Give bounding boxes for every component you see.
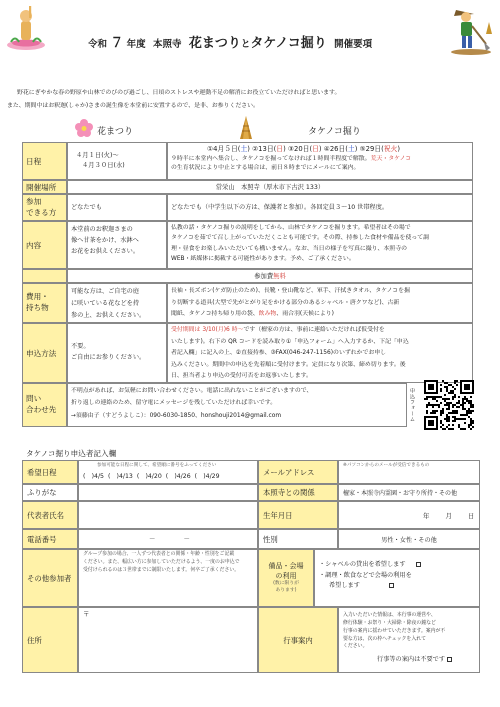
hana-date-cell [67, 142, 167, 180]
others-note-1: グループ参加の場合、一人ずつ代表者との関係・年齢・性別をご記載 [83, 551, 235, 557]
title-temple: 本照寺 [152, 39, 182, 50]
hana-items-cell [67, 283, 167, 323]
title-hanamatsuri: 花まつり [188, 36, 241, 51]
fee-label-spacer [22, 269, 67, 283]
take-items-line-1: 長袖・長ズボン(ケガ防止のため)、長靴・登山靴など、軍手、汗拭きタオル、タケノコを掘 [171, 288, 410, 294]
hana-date-end: ４月３０日(水) [82, 161, 125, 169]
fee-cell [67, 269, 473, 283]
email-note: ※パソコンからのメールが受信できるもの [343, 463, 430, 468]
hana-who-cell: どなたでも [67, 194, 167, 221]
flower-icon [74, 118, 94, 138]
hana-apply-line-2: ご自由にお参りください。 [71, 353, 146, 361]
column-header-takenoko: タケノコ掘り [308, 127, 361, 137]
take-date-cell [167, 142, 473, 180]
form-label-equip: 備品・会場 の利用 (数に限りが あります) [258, 549, 314, 607]
form-label-furigana: ふりがな [22, 484, 78, 501]
form-label-address: 住所 [22, 607, 78, 673]
venue-checkbox[interactable] [389, 583, 394, 588]
form-label-rep: 代表者氏名 [22, 501, 78, 529]
hope-option-1[interactable]: ( )4/5 [83, 473, 104, 480]
place-cell: 常栄山 本照寺（厚木市下古沢 133） [67, 180, 473, 194]
take-items-line-2: り切断する道具(大型で先がとがり足をかける部分のあるシャベル・唐クワなど)、古新 [171, 299, 400, 306]
form-email-field[interactable] [338, 460, 480, 484]
take-date-5: ⑤29日(祝火) [359, 145, 401, 153]
take-apply-line-5: 日、担当者より申込の受付可否をお返事いたします。 [171, 373, 312, 380]
hana-apply-cell [67, 323, 167, 383]
bamboo-shoot-icon [238, 115, 254, 141]
contact-cell [67, 383, 407, 427]
hana-items-line-2: に咲いている花などを持 [71, 300, 140, 308]
form-label-phone: 電話番号 [22, 529, 78, 549]
title-year-number: ７ [110, 36, 124, 51]
form-rep-field[interactable] [78, 501, 258, 529]
row-label-items: 費用・ 持ち物 [22, 283, 67, 323]
guide-note-3: 行事の案内に揺わせていただきます。案内が不 [343, 627, 446, 634]
form-hope-cell[interactable] [78, 460, 258, 484]
guide-optout-checkbox[interactable] [447, 657, 452, 662]
intro-text [7, 87, 497, 113]
fee-free: 無料 [273, 273, 286, 280]
take-date-note-2: の生育状況により中止とする場合は、前日８時までにメールにて案内。 [171, 164, 360, 171]
fee-text: 参加費 [254, 273, 274, 280]
guide-note-5: ください。 [343, 643, 368, 650]
hana-content-line-3: お花をお供えください。 [71, 247, 140, 255]
form-furigana-field[interactable] [78, 484, 258, 501]
others-note-3: 受付けられるのは３世帯までに制限いたします。何卒ご了承ください。 [83, 566, 240, 573]
others-note-2: ください。また、幅広い方に参加していただけるよう、一度のお申込で [83, 558, 240, 565]
hana-content-line-2: 像へ甘茶をかけ、水鉢へ [71, 236, 139, 244]
hope-note: 参加可能な日程に関して、希望順に番号をふってください [97, 463, 217, 468]
form-label-email: メールアドレス [258, 460, 338, 484]
digging-person-illustration [446, 4, 496, 56]
hana-content-line-1: 本堂前のお釈迦さまの [71, 226, 133, 233]
page-title [88, 37, 372, 52]
hope-option-3[interactable]: ( )4/20 [136, 473, 162, 480]
title-prefix: 令和 [88, 39, 108, 50]
column-header-hanamatsuri: 花まつり [97, 127, 134, 137]
take-items-line-3: 聞紙、タケノコ持ち帰り用の袋、飲み物、雨合羽(天候により) [171, 311, 334, 318]
take-date-4: ④26日(土) [323, 145, 358, 153]
shovel-checkbox[interactable] [416, 562, 421, 567]
hana-date-start: ４月１日(火)～ [76, 152, 119, 159]
take-content-cell [167, 221, 473, 269]
row-label-place: 開催場所 [22, 180, 67, 194]
buddha-statue-illustration [3, 2, 49, 52]
intro-line-1: 野花にぎやかな春の野原や山林でのびのび過ごし、日頃のストレスや運動不足の解消にお役立ていただければと思います。 [17, 90, 341, 96]
row-label-content: 内容 [22, 221, 67, 269]
take-apply-line-1: 受付期間は 3/10(月)6 時～です（檀家の方は、事前に連絡いただければ仮受付を [171, 327, 385, 333]
hope-options [83, 471, 253, 480]
qr-caption: 申込フォーム [409, 388, 415, 423]
equip-option-venue-2[interactable]: 希望します [319, 581, 475, 592]
take-apply-line-4: 込みください。期間中の申込を先着順に受付けます。定員になり次第、締め切ります。後 [171, 361, 406, 368]
hana-content-cell [67, 221, 167, 269]
guide-note-4: 要な方は、次の枠へチェックを入れて [343, 635, 426, 642]
equip-option-venue[interactable]: ・調理・飲食などで会場の利用を [319, 571, 412, 579]
form-relation-field[interactable]: 檀家・本照寺内霊園・お守り所持・その他 [338, 484, 480, 501]
hope-option-2[interactable]: ( )4/13 [107, 473, 133, 480]
hana-items-line-3: 参の上、お供えください。 [71, 312, 146, 320]
take-apply-line-3: 者記入欄」に記入の上、②直接持参、③FAX(046-247-1156)のいずれかでお申し [171, 350, 387, 357]
form-phone-field[interactable]: － － [78, 529, 258, 549]
form-label-guide: 行事案内 [258, 607, 338, 673]
equip-option-shovel[interactable]: ・シャベルの貸出を希望します [319, 560, 475, 571]
take-who-cell: どなたでも（中学生以下の方は、保護者と参加）。各回定員３～10 世帯程度。 [167, 194, 473, 221]
form-label-sex: 性別 [258, 529, 338, 549]
form-birth-field[interactable]: 年 月 日 [338, 501, 480, 529]
contact-line-1: 不明点があれば、お気軽にお問い合わせください。電話に出れないことがございますので、 [71, 388, 313, 394]
form-others-field[interactable] [78, 549, 258, 607]
row-label-apply: 申込方法 [22, 323, 67, 383]
form-equip-field [314, 549, 480, 607]
form-label-birth: 生年月日 [258, 501, 338, 529]
guide-note-1: 入力いただいた情報は、本行事の運営や、 [343, 612, 436, 618]
form-title: タケノコ掘り申込者記入欄 [26, 449, 117, 458]
take-apply-cell [167, 323, 473, 383]
take-content-line-2: タケノコを茹でて召し上がっていただくことも可能です。その際、持参した食材や備品を使って調 [171, 235, 430, 242]
take-date-note-1: ９時半に本堂内へ集合し、タケノコを掘ってなければ１時間半程度で解散。荒天・タケノコ [171, 155, 412, 162]
guide-note-2: 修行体験・お祭り・大掃除・除夜の鐘など [343, 619, 436, 626]
form-address-field[interactable] [78, 607, 258, 673]
title-takenoko: タケノコ掘り [250, 36, 327, 51]
form-guide-field [338, 607, 480, 673]
take-content-line-1: 仏教の話・タケノコ掘りの説明をしてから、山林でタケノコを掘ります。希望者はその場で [171, 225, 411, 231]
guide-optout[interactable]: 行事等の案内は不要です [343, 655, 475, 665]
zip-mark: 〒 [83, 610, 90, 618]
intro-line-2: また、期間中はお釈迦(しゃか)さまの誕生像を本堂前に安置するので、是非、お参りください。 [7, 103, 259, 109]
hope-option-4[interactable]: ( )4/26 [165, 473, 191, 480]
take-date-2: ②13日(日) [252, 145, 286, 153]
form-label-others: その他参加者 [22, 549, 78, 607]
row-label-contact: 問い 合わせ先 [22, 383, 67, 427]
form-label-hope: 希望日程 [22, 460, 78, 484]
title-year-suffix: 年度 [126, 39, 146, 50]
take-date-3: ③20日(日) [287, 145, 322, 153]
row-label-date: 日程 [22, 142, 67, 180]
take-apply-line-2: いたします)。右下の QR コードを読み取り①「申込フォーム」へ入力するか、下記「申込 [171, 338, 409, 345]
take-dates-list [171, 144, 469, 155]
take-content-line-4: WEB・紙媒体に掲載する可能性があります。予め、ご了承ください。 [171, 255, 355, 262]
take-date-1: ①4月５日(土) [207, 145, 250, 153]
hana-apply-line-1: 不要。 [71, 343, 90, 350]
hana-items-line-1: 可能な方は、ご自宅の庭 [71, 288, 140, 295]
form-label-relation: 本照寺との関係 [258, 484, 338, 501]
row-label-who: 参加 できる方 [22, 194, 67, 221]
title-and: と [240, 39, 251, 50]
take-content-line-3: 理・昼食をお楽しみいただいても構いません。なお、当日の様子を写真に撮り、本照寺の [171, 245, 407, 252]
title-suffix: 開催要項 [334, 39, 373, 50]
contact-line-2: 折り返しの連絡のため、留守電にメッセージを残していただければ幸いです。 [71, 400, 277, 407]
form-sex-field[interactable]: 男性・女性・その他 [338, 529, 480, 549]
hope-option-5[interactable]: ( )4/29 [194, 473, 220, 480]
take-items-cell [167, 283, 473, 323]
qr-code[interactable] [424, 380, 474, 430]
contact-line-3[interactable]: →須藤由子（すどうよしこ）：090-6030-1850、honshouji2014@gmail.com [71, 412, 282, 419]
